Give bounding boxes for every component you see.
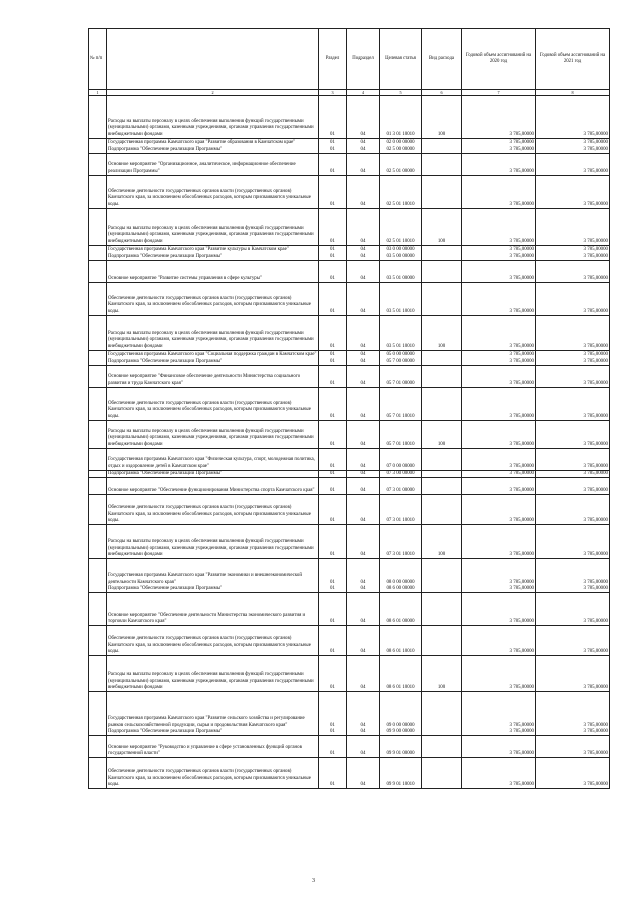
row-2020-cell: 3 785,00000 3 785,00000: [462, 139, 536, 154]
row-razdel-cell: 01: [319, 421, 347, 449]
table-row: [89, 656, 610, 692]
row-csr-cell: 09 9 01 00000: [380, 736, 422, 758]
row-num-cell: [89, 471, 107, 478]
table-row: [89, 495, 610, 525]
row-2021-cell: 3 785,00000: [536, 96, 610, 139]
row-vr-cell: [422, 139, 462, 154]
row-2020-cell: 3 785,00000: [462, 366, 536, 388]
header-vr: Вид расхода: [422, 29, 462, 90]
row-name-cell: Расходы на выплаты персоналу в целях обеспечения выполнения функций государственными (муниципальными) органами, казенными учреждениями, органами управления государственными внебюджетными фондами: [107, 525, 319, 559]
row-name-cell: Обеспечение деятельности государственных органов власти (государственных органов) Камчатского края, за исключением обособленных расходов, которым присваиваются уникальные коды.: [107, 626, 319, 656]
row-2020-cell: 3 785,00000: [462, 316, 536, 351]
row-num-cell: [89, 593, 107, 626]
colnum: 6: [422, 90, 462, 96]
row-csr-cell: 08 0 00 00000 08 6 00 00000: [380, 559, 422, 593]
row-2021-cell: 3 785,00000: [536, 525, 610, 559]
row-csr-cell: 02 0 00 00000 02 5 00 00000: [380, 139, 422, 154]
row-num-cell: [89, 692, 107, 736]
table-row: [89, 176, 610, 209]
row-csr-cell: 03 0 00 00000 03 5 00 00000: [380, 246, 422, 261]
row-razdel-cell: 01: [319, 471, 347, 478]
row-vr-cell: 100: [422, 421, 462, 449]
row-2020-cell: 3 785,00000: [462, 388, 536, 421]
row-2021-cell: 3 785,00000 3 785,00000: [536, 246, 610, 261]
row-podrazdel-cell: 04: [347, 154, 380, 176]
row-num-cell: [89, 449, 107, 471]
row-csr-cell: 07 0 00 00000: [380, 449, 422, 471]
row-razdel-cell: 01: [319, 96, 347, 139]
row-name-cell: Основное мероприятие "Руководство и управление в сфере установленных функций органов государственной власти": [107, 736, 319, 758]
row-name-cell: Государственная программа Камчатского края "Развитие культуры в Камчатском крае" Подпрограмма "Обеспечение реализации Программы": [107, 246, 319, 261]
row-name-cell: Основное мероприятие "Финансовое обеспечение деятельности Министерства социального развития и труда Камчатского края": [107, 366, 319, 388]
row-num-cell: [89, 421, 107, 449]
table-row: [89, 626, 610, 656]
row-2021-cell: 3 785,00000 3 785,00000: [536, 692, 610, 736]
row-csr-cell: 08 6 01 00000: [380, 593, 422, 626]
row-razdel-cell: 01 01: [319, 139, 347, 154]
row-num-cell: [89, 261, 107, 283]
row-csr-cell: 05 7 01 10010: [380, 421, 422, 449]
row-csr-cell: 07 3 01 10010: [380, 495, 422, 525]
row-2020-cell: 3 785,00000: [462, 495, 536, 525]
row-name-cell: Расходы на выплаты персоналу в целях обеспечения выполнения функций государственными (муниципальными) органами, казенными учреждениями, органами управления государственными внебюджетными фондами: [107, 209, 319, 246]
row-podrazdel-cell: 04 04: [347, 692, 380, 736]
row-2020-cell: 3 785,00000: [462, 154, 536, 176]
row-vr-cell: [422, 261, 462, 283]
row-num-cell: [89, 559, 107, 593]
row-podrazdel-cell: 04: [347, 471, 380, 478]
row-name-cell: Обеспечение деятельности государственных органов власти (государственных органов) Камчатского края, за исключением обособленных расходов, которым присваиваются уникальные коды.: [107, 176, 319, 209]
row-name-cell: Обеспечение деятельности государственных органов власти (государственных органов) Камчатского края, за исключением обособленных расходов, которым присваиваются уникальные коды.: [107, 388, 319, 421]
row-razdel-cell: 01: [319, 626, 347, 656]
row-vr-cell: [422, 626, 462, 656]
table-row: [89, 559, 610, 593]
row-podrazdel-cell: 04: [347, 421, 380, 449]
row-num-cell: [89, 495, 107, 525]
row-csr-cell: 03 5 01 10010: [380, 283, 422, 316]
row-2021-cell: 3 785,00000: [536, 626, 610, 656]
row-num-cell: [89, 316, 107, 351]
row-vr-cell: [422, 176, 462, 209]
row-csr-cell: 03 5 01 10010: [380, 316, 422, 351]
row-2021-cell: 3 785,00000: [536, 366, 610, 388]
row-2021-cell: 3 785,00000: [536, 176, 610, 209]
row-vr-cell: [422, 154, 462, 176]
row-name-cell: Государственная программа Камчатского края "Развитие экономики и внешнеэкономической деятельности Камчатского края" Подпрограмма "Обеспечение реализации Программы": [107, 559, 319, 593]
row-num-cell: [89, 139, 107, 154]
row-num-cell: [89, 626, 107, 656]
row-name-cell: Государственная программа Камчатского края "Социальная поддержка граждан в Камчатском крае" Подпрограмма "Обеспечение реализации Программы": [108, 352, 317, 364]
colnum: 1: [89, 90, 107, 96]
row-razdel-cell: 01: [319, 366, 347, 388]
row-razdel-cell: 01: [319, 758, 347, 789]
table-row: [89, 154, 610, 176]
row-vr-cell: [422, 559, 462, 593]
row-podrazdel-cell: 04: [347, 449, 380, 471]
row-razdel-cell: 01: [319, 525, 347, 559]
row-csr-cell: 05 7 01 00000: [380, 366, 422, 388]
row-csr-cell: 07 3 01 00000: [380, 478, 422, 495]
row-razdel-cell: 01: [319, 388, 347, 421]
row-razdel-cell: 01 01: [319, 246, 347, 261]
row-vr-cell: [422, 246, 462, 261]
row-vr-cell: 100: [422, 96, 462, 139]
table-row: [89, 692, 610, 736]
page-number: 3: [312, 878, 315, 884]
row-name-cell: Государственная программа Камчатского края "Развитие образования в Камчатском крае" Подпрограмма "Обеспечение реализации Программы": [107, 139, 319, 154]
row-podrazdel-cell: 04 04: [347, 351, 380, 366]
row-name-cell: Основное мероприятие "Развитие системы управления в сфере культуры": [107, 261, 319, 283]
header-csr: Целевая статья: [380, 29, 422, 90]
row-2020-cell: 3 785,00000: [462, 758, 536, 789]
table-body: [89, 96, 610, 789]
row-vr-cell: [422, 692, 462, 736]
row-razdel-cell: 01: [319, 176, 347, 209]
row-csr-cell: 02 5 01 10010: [380, 209, 422, 246]
row-num-cell: [89, 209, 107, 246]
row-num-cell: [89, 246, 107, 261]
row-2020-cell: 3 785,00000: [462, 261, 536, 283]
row-num-cell: [89, 736, 107, 758]
table-row: [89, 261, 610, 283]
colnum: 2: [107, 90, 319, 96]
row-razdel-cell: 01 01: [319, 351, 347, 366]
row-csr-cell: 05 0 00 00000 05 7 00 00000: [380, 351, 422, 366]
table-row: [89, 351, 610, 366]
colnum: 4: [347, 90, 380, 96]
row-2021-cell: 3 785,00000: [536, 209, 610, 246]
row-vr-cell: [422, 351, 462, 366]
row-podrazdel-cell: 04: [347, 388, 380, 421]
row-2020-cell: 3 785,00000: [462, 421, 536, 449]
row-podrazdel-cell: 04: [347, 478, 380, 495]
row-name-cell: Государственная программа Камчатского края "Физическая культура, спорт, молодежная политика, отдых и оздоровление детей в Камчатском крае": [107, 449, 319, 471]
row-2020-cell: 3 785,00000: [462, 283, 536, 316]
row-vr-cell: [422, 471, 462, 478]
row-2021-cell: 3 785,00000: [536, 283, 610, 316]
row-2020-cell: 3 785,00000: [462, 626, 536, 656]
row-razdel-cell: 01: [319, 495, 347, 525]
row-podrazdel-cell: 04: [347, 495, 380, 525]
table-header-row: [89, 29, 610, 90]
row-2020-cell: 3 785,00000 3 785,00000: [462, 246, 536, 261]
row-csr-cell: 03 5 01 00000: [380, 261, 422, 283]
row-2020-cell: 3 785,00000: [462, 736, 536, 758]
row-2020-cell: 3 785,00000: [462, 525, 536, 559]
table-row: [89, 478, 610, 495]
table-row: [89, 316, 610, 351]
row-csr-cell: 08 6 01 10010: [380, 626, 422, 656]
row-podrazdel-cell: 04: [347, 626, 380, 656]
budget-table: [88, 28, 610, 789]
table-row: [89, 593, 610, 626]
row-vr-cell: [422, 593, 462, 626]
row-2020-cell: 3 785,00000: [462, 471, 536, 478]
row-num-cell: [89, 351, 107, 366]
row-razdel-cell: 01: [319, 478, 347, 495]
row-podrazdel-cell: 04: [347, 525, 380, 559]
row-2020-cell: 3 785,00000: [462, 478, 536, 495]
row-2020-cell: 3 785,00000 3 785,00000: [462, 559, 536, 593]
row-podrazdel-cell: 04: [347, 656, 380, 692]
row-2021-cell: 3 785,00000: [536, 388, 610, 421]
table-row: [89, 388, 610, 421]
row-razdel-cell: 01: [319, 449, 347, 471]
row-2021-cell: 3 785,00000: [536, 736, 610, 758]
row-2021-cell: 3 785,00000: [536, 471, 610, 478]
row-2020-cell: 3 785,00000: [462, 449, 536, 471]
row-podrazdel-cell: 04: [347, 593, 380, 626]
row-podrazdel-cell: 04: [347, 758, 380, 789]
header-num: № п/п: [89, 29, 107, 90]
row-csr-cell: 01 3 01 10010: [380, 96, 422, 139]
table-row: [89, 471, 610, 478]
row-2020-cell: 3 785,00000 3 785,00000: [462, 692, 536, 736]
header-podrazdel: Подраздел: [347, 29, 380, 90]
row-num-cell: [89, 758, 107, 789]
row-vr-cell: 100: [422, 656, 462, 692]
row-name-cell: Подпрограмма "Обеспечение реализации Программы": [107, 471, 319, 478]
row-csr-cell: 02 5 01 00000: [380, 154, 422, 176]
row-vr-cell: 100: [422, 209, 462, 246]
row-vr-cell: [422, 388, 462, 421]
table-row: [89, 246, 610, 261]
row-vr-cell: [422, 449, 462, 471]
row-razdel-cell: 01: [319, 656, 347, 692]
row-razdel-cell: 01: [319, 209, 347, 246]
row-razdel-cell: 01: [319, 593, 347, 626]
row-podrazdel-cell: 04: [347, 209, 380, 246]
row-csr-cell: 02 5 01 10010: [380, 176, 422, 209]
row-2021-cell: 3 785,00000: [536, 421, 610, 449]
row-2020-cell: 3 785,00000: [462, 209, 536, 246]
row-vr-cell: [422, 736, 462, 758]
table-row: [89, 449, 610, 471]
row-name-cell: Расходы на выплаты персоналу в целях обеспечения выполнения функций государственными (муниципальными) органами, казенными учреждениями, органами управления государственными внебюджетными фондами: [107, 421, 319, 449]
row-vr-cell: [422, 283, 462, 316]
row-2020-cell: 3 785,00000: [462, 656, 536, 692]
row-name-cell: Основное мероприятие "Организационное, аналитическое, информационное обеспечение реализации Программы": [107, 154, 319, 176]
row-vr-cell: 100: [422, 316, 462, 351]
row-num-cell: [89, 656, 107, 692]
row-podrazdel-cell: 04 04: [347, 246, 380, 261]
row-name-cell: Расходы на выплаты персоналу в целях обеспечения выполнения функций государственными (муниципальными) органами, казенными учреждениями, органами управления государственными внебюджетными фондами: [107, 656, 319, 692]
row-vr-cell: [422, 758, 462, 789]
row-num-cell: [89, 388, 107, 421]
row-podrazdel-cell: 04: [347, 261, 380, 283]
header-name: [107, 29, 319, 90]
colnum: 5: [380, 90, 422, 96]
row-name-cell: Расходы на выплаты персоналу в целях обеспечения выполнения функций государственными (муниципальными) органами, казенными учреждениями, органами управления государственными внебюджетными фондами: [107, 316, 319, 351]
table-row: [89, 283, 610, 316]
row-razdel-cell: 01: [319, 154, 347, 176]
row-podrazdel-cell: 04: [347, 96, 380, 139]
row-num-cell: [89, 283, 107, 316]
row-razdel-cell: 01: [319, 736, 347, 758]
row-2021-cell: 3 785,00000: [536, 316, 610, 351]
row-2021-cell: 3 785,00000: [536, 261, 610, 283]
row-podrazdel-cell: 04: [347, 736, 380, 758]
table-row: [89, 209, 610, 246]
row-num-cell: [89, 366, 107, 388]
row-name-cell: Обеспечение деятельности государственных органов власти (государственных органов) Камчатского края, за исключением обособленных расходов, которым присваиваются уникальные коды.: [107, 758, 319, 789]
table-row: [89, 736, 610, 758]
row-razdel-cell: 01 01: [319, 692, 347, 736]
colnum: 8: [536, 90, 610, 96]
header-razdel: Раздел: [319, 29, 347, 90]
colnum: 3: [319, 90, 347, 96]
row-2021-cell: 3 785,00000 3 785,00000: [536, 559, 610, 593]
row-2020-cell: 3 785,00000: [462, 176, 536, 209]
table-row: [89, 366, 610, 388]
row-2020-cell: 3 785,00000: [462, 96, 536, 139]
row-num-cell: [89, 176, 107, 209]
row-2021-cell: 3 785,00000: [536, 154, 610, 176]
row-csr-cell: 05 7 01 10010: [380, 388, 422, 421]
row-podrazdel-cell: 04: [347, 283, 380, 316]
row-vr-cell: [422, 478, 462, 495]
row-name-cell: Обеспечение деятельности государственных органов власти (государственных органов) Камчатского края, за исключением обособленных расходов, которым присваиваются уникальные коды.: [107, 495, 319, 525]
colnum: 7: [462, 90, 536, 96]
row-2021-cell: 3 785,00000: [536, 478, 610, 495]
row-name-cell: Государственная программа Камчатского края "Развитие сельского хозяйства и регулирование рынков сельскохозяйственной продукции, сырья и продовольствия Камчатского края" Подпрограмма "Обеспечение реализации Программы": [107, 692, 319, 736]
row-razdel-cell: 01: [319, 261, 347, 283]
table-row: [89, 139, 610, 154]
row-vr-cell: [422, 366, 462, 388]
row-csr-cell: 09 9 01 10010: [380, 758, 422, 789]
row-name-cell: Основное мероприятие "Обеспечение функционирования Министерства спорта Камчатского края": [107, 478, 319, 495]
row-name-cell: Обеспечение деятельности государственных органов власти (государственных органов) Камчатского края, за исключением обособленных расходов, которым присваиваются уникальные коды.: [107, 283, 319, 316]
row-2021-cell: 3 785,00000: [536, 656, 610, 692]
row-2021-cell: 3 785,00000: [536, 495, 610, 525]
row-csr-cell: 09 0 00 00000 09 9 00 00000: [380, 692, 422, 736]
row-podrazdel-cell: 04: [347, 316, 380, 351]
row-razdel-cell: 01: [319, 283, 347, 316]
row-podrazdel-cell: 04 04: [347, 559, 380, 593]
table-row: [89, 525, 610, 559]
header-2021: Годовой объем ассигнований на 2021 год: [536, 29, 610, 90]
row-razdel-cell: 01: [319, 316, 347, 351]
row-csr-cell: 07 3 01 10010: [380, 525, 422, 559]
header-2020: Годовой объем ассигнований на 2020 год: [462, 29, 536, 90]
row-num-cell: [89, 478, 107, 495]
row-2020-cell: 3 785,00000: [462, 593, 536, 626]
row-razdel-cell: 01 01: [319, 559, 347, 593]
table-row: [89, 758, 610, 789]
row-2021-cell: 3 785,00000 3 785,00000: [536, 351, 610, 366]
row-2020-cell: 3 785,00000 3 785,00000: [462, 351, 536, 366]
row-2021-cell: 3 785,00000: [536, 593, 610, 626]
table-row: [89, 96, 610, 139]
row-name-cell: Расходы на выплаты персоналу в целях обеспечения выполнения функций государственными (муниципальными) органами, казенными учреждениями, органами управления государственными внебюджетными фондами: [107, 96, 319, 139]
row-vr-cell: [422, 495, 462, 525]
row-2021-cell: 3 785,00000: [536, 449, 610, 471]
row-num-cell: [89, 96, 107, 139]
row-csr-cell: 08 6 01 10010: [380, 656, 422, 692]
row-csr-cell: 07 3 00 00000: [380, 471, 422, 478]
row-podrazdel-cell: 04: [347, 366, 380, 388]
row-podrazdel-cell: 04 04: [347, 139, 380, 154]
row-num-cell: [89, 525, 107, 559]
row-name-cell: Основное мероприятие "Обеспечение деятельности Министерства экономического развития и торговли Камчатского края": [107, 593, 319, 626]
row-2021-cell: 3 785,00000 3 785,00000: [536, 139, 610, 154]
row-2021-cell: 3 785,00000: [536, 758, 610, 789]
row-vr-cell: 100: [422, 525, 462, 559]
row-num-cell: [89, 154, 107, 176]
table-row: [89, 421, 610, 449]
row-podrazdel-cell: 04: [347, 176, 380, 209]
